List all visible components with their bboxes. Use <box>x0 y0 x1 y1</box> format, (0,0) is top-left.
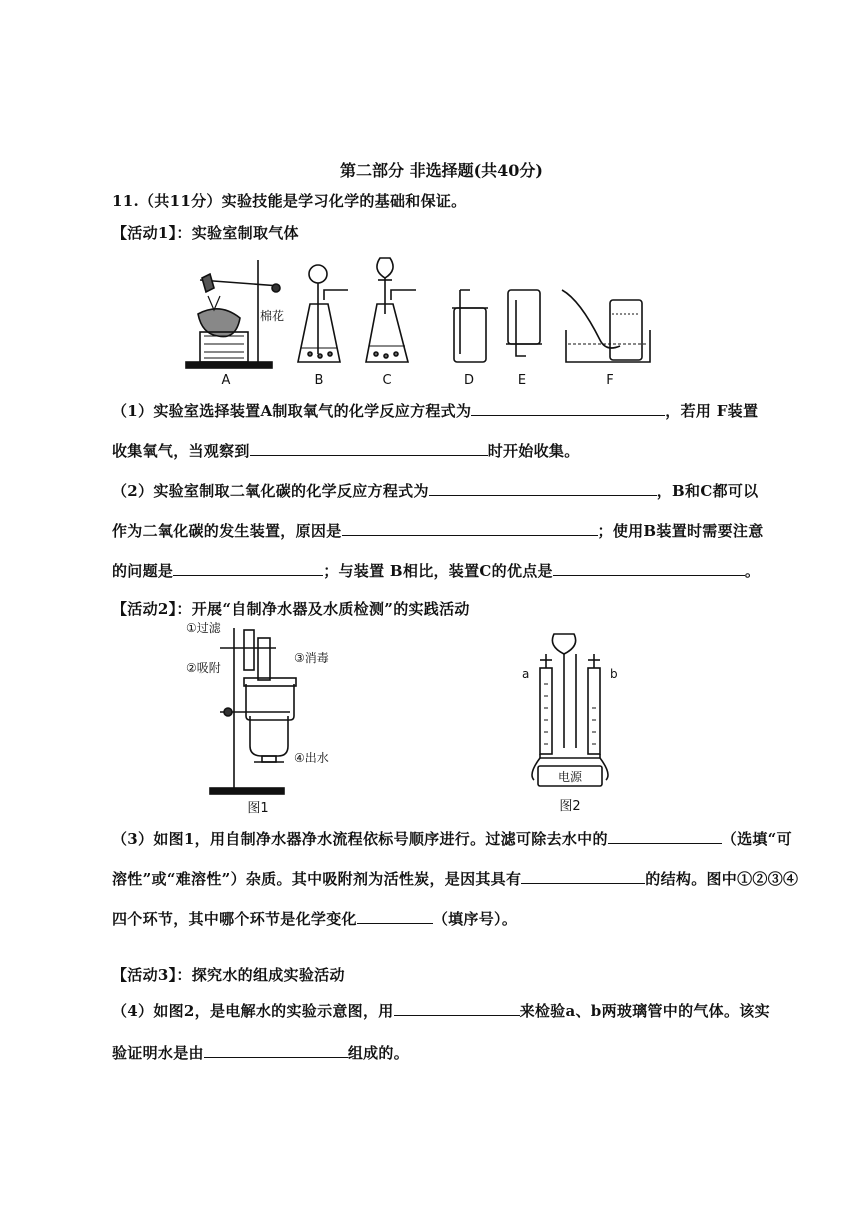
section-title: 第二部分 非选择题(共40分) <box>340 161 543 180</box>
q3-line2 <box>112 868 798 889</box>
apparatus-figure <box>180 244 660 394</box>
apparatus-e <box>506 290 542 356</box>
activity2-title: 【活动2】：开展“自制净水器及水质检测”的实践活动 <box>112 600 470 618</box>
q2-blank-caution[interactable] <box>173 561 323 576</box>
fig1-caption: 图1 <box>247 801 269 816</box>
q4-text-b: 来检验a、b两玻璃管中的气体。该实 <box>519 1002 770 1020</box>
fig2-label-a: a <box>522 667 530 681</box>
q2-line2 <box>112 520 764 541</box>
q3-text-a: （3）如图1，用自制净水器净水流程依标号顺序进行。过滤可除去水中的 <box>112 830 608 848</box>
q3-blank-step[interactable] <box>357 909 433 924</box>
activity1-title: 【活动1】：实验室制取气体 <box>112 224 299 242</box>
apparatus-label-a: A <box>221 373 231 388</box>
q1-text-d: 时开始收集。 <box>487 442 580 460</box>
q4-text-a: （4）如图2，是电解水的实验示意图，用 <box>112 1002 394 1020</box>
q4-line2 <box>112 1042 409 1063</box>
figure2-electrolysis <box>518 624 628 816</box>
activity3-title: 【活动3】：探究水的组成实验活动 <box>112 966 345 984</box>
q4-blank-test[interactable] <box>394 1001 520 1016</box>
q3-line3 <box>112 908 517 929</box>
apparatus-d <box>452 290 488 362</box>
q1-blank-equation[interactable] <box>471 401 665 416</box>
apparatus-f <box>562 290 650 362</box>
apparatus-label-b: B <box>314 373 324 388</box>
q3-blank-structure[interactable] <box>521 869 645 884</box>
fig1-label-disinfect: ③消毒 <box>294 651 329 665</box>
q2-blank-reason[interactable] <box>342 521 598 536</box>
q2-blank-equation[interactable] <box>429 481 657 496</box>
q2-blank-advantage[interactable] <box>553 561 745 576</box>
q1-text-a: （1）实验室选择装置A制取氧气的化学反应方程式为 <box>112 402 472 420</box>
cotton-label: 棉花 <box>260 309 285 323</box>
q2-line1 <box>112 480 758 501</box>
apparatus-c <box>366 258 416 362</box>
apparatus-b <box>298 265 348 362</box>
question-header: 11.（共11分）实验技能是学习化学的基础和保证。 <box>112 192 467 210</box>
q1-text-b: ，若用 F装置 <box>665 402 759 420</box>
fig2-caption: 图2 <box>559 799 581 814</box>
q1-text-c: 收集氧气，当观察到 <box>112 442 250 460</box>
q4-line1 <box>112 1000 770 1021</box>
q1-line2 <box>112 440 580 461</box>
q3-text-d: 的结构。图中①②③④ <box>645 870 799 888</box>
q2-text-a: （2）实验室制取二氧化碳的化学反应方程式为 <box>112 482 429 500</box>
q1-blank-observation[interactable] <box>250 441 488 456</box>
fig1-label-adsorb: ②吸附 <box>186 661 221 675</box>
q3-text-c: 溶性”或“难溶性”）杂质。其中吸附剂为活性炭，是因其具有 <box>112 870 522 888</box>
q4-blank-composition[interactable] <box>204 1043 348 1058</box>
q2-text-c: 作为二氧化碳的发生装置，原因是 <box>112 522 342 540</box>
q3-text-e: 四个环节，其中哪个环节是化学变化 <box>112 910 357 928</box>
apparatus-label-e: E <box>517 373 527 388</box>
fig2-label-b: b <box>610 667 618 681</box>
q3-text-f: （填序号）。 <box>432 910 518 928</box>
q2-text-g: 。 <box>744 562 761 580</box>
fig1-label-out: ④出水 <box>294 751 329 765</box>
apparatus-label-d: D <box>463 373 475 388</box>
fig1-label-filter: ①过滤 <box>186 621 221 635</box>
q4-text-c: 验证明水是由 <box>112 1044 204 1062</box>
fig2-power-label: 电源 <box>557 770 583 784</box>
q1-line1 <box>112 400 758 421</box>
apparatus-label-c: C <box>382 373 392 388</box>
q2-text-d: ；使用B装置时需要注意 <box>597 522 764 540</box>
q4-text-d: 组成的。 <box>347 1044 410 1062</box>
q3-blank-impurity[interactable] <box>608 829 722 844</box>
q3-text-b: （选填“可 <box>721 830 792 848</box>
apparatus-label-f: F <box>606 373 614 388</box>
q2-text-b: ，B和C都可以 <box>656 482 759 500</box>
q3-line1 <box>112 828 792 849</box>
q2-line3 <box>112 560 760 581</box>
figure1-purifier <box>180 620 360 816</box>
q2-text-f: ；与装置 B相比，装置C的优点是 <box>323 562 553 580</box>
q2-text-e: 的问题是 <box>112 562 174 580</box>
